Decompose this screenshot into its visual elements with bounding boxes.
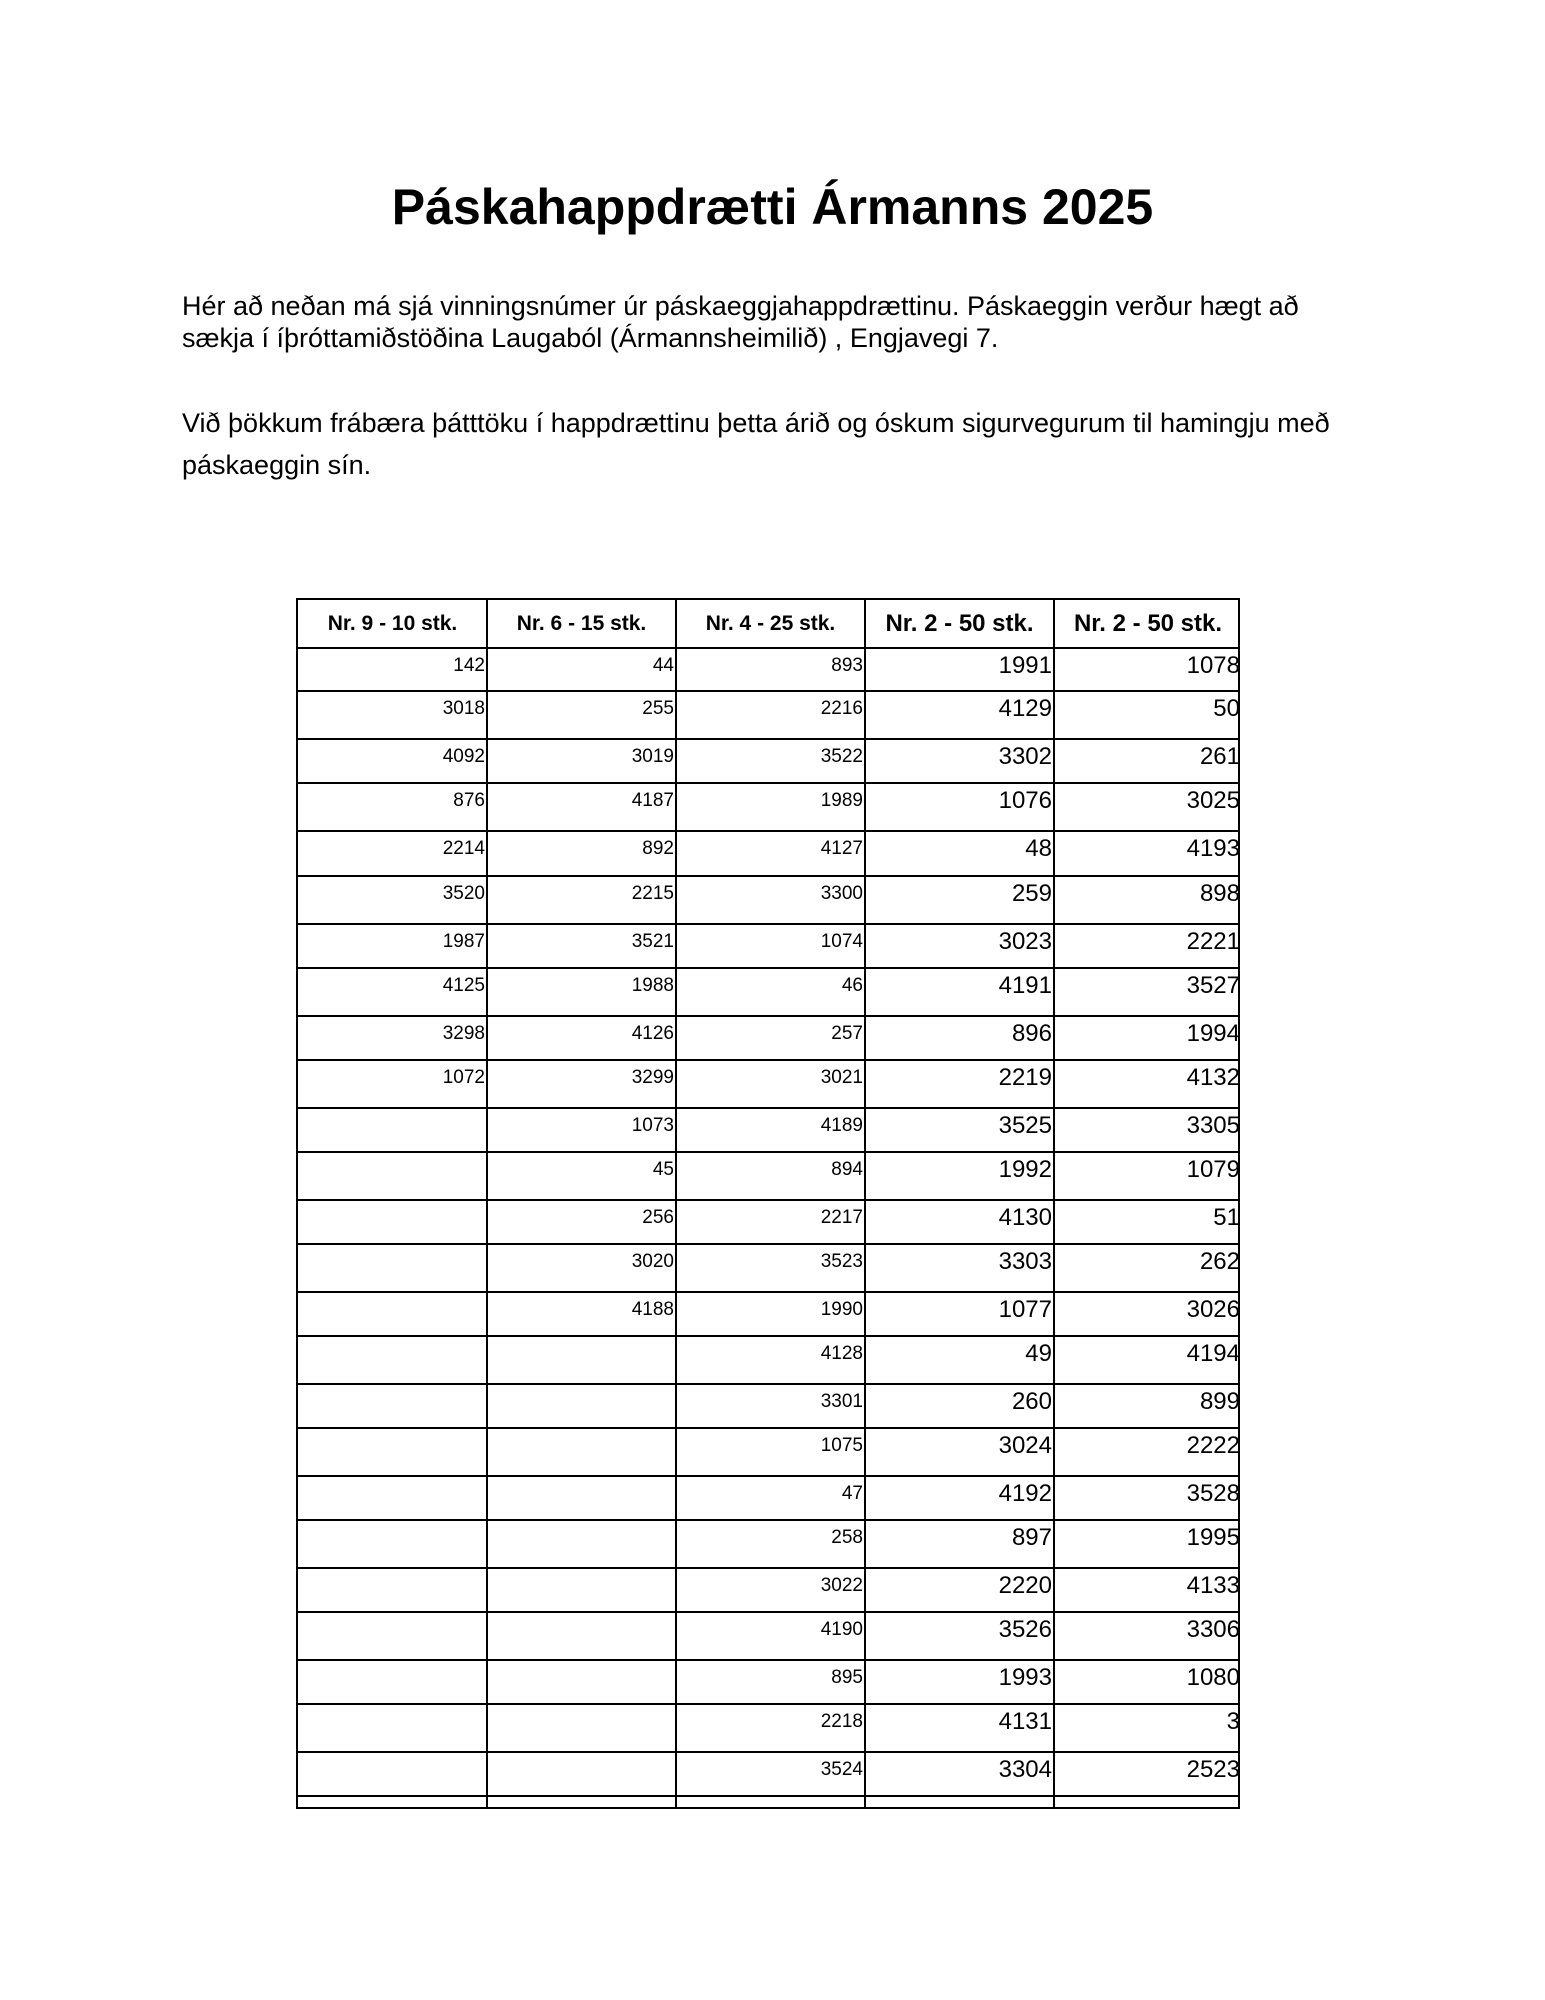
table-column-divider — [1053, 600, 1055, 1807]
winning-number: 896 — [1011, 1020, 1052, 1047]
column-header: Nr. 2 - 50 stk. — [1073, 610, 1223, 637]
winning-number: 2218 — [820, 1711, 863, 1732]
winning-number: 892 — [642, 838, 674, 859]
table-row-divider — [298, 1199, 1238, 1201]
winning-number: 1992 — [998, 1156, 1052, 1183]
winning-number: 3521 — [631, 931, 674, 952]
table-row-divider — [298, 1795, 1238, 1797]
table-row-divider — [298, 1383, 1238, 1385]
table-row-divider — [298, 923, 1238, 925]
intro-line: sækja í íþróttamiðstöðina Laugaból (Ármannsheimilið) , Engjavegi 7. — [182, 323, 999, 353]
winning-number: 2523 — [1186, 1756, 1240, 1783]
winning-number: 4125 — [442, 975, 485, 996]
winning-number: 4129 — [998, 695, 1052, 722]
winning-number: 4191 — [998, 972, 1052, 999]
winning-number: 4127 — [820, 838, 863, 859]
table-row-divider — [298, 1151, 1238, 1153]
winning-number: 1995 — [1186, 1524, 1240, 1551]
winning-number: 1078 — [1186, 652, 1240, 679]
winning-number: 2222 — [1186, 1432, 1240, 1459]
winning-number: 3019 — [631, 746, 674, 767]
winning-number: 4128 — [820, 1343, 863, 1364]
column-header: Nr. 9 - 10 stk. — [327, 612, 458, 635]
table-row-divider — [298, 1519, 1238, 1521]
table-row-divider — [298, 690, 1238, 692]
winning-number: 3528 — [1186, 1480, 1240, 1507]
table-column-divider — [864, 600, 866, 1807]
winning-number: 4131 — [998, 1708, 1052, 1735]
winning-number: 4193 — [1186, 835, 1240, 862]
table-row-divider — [298, 1107, 1238, 1109]
winning-number: 1072 — [442, 1067, 485, 1088]
winning-number: 898 — [1199, 880, 1240, 907]
winning-number: 1990 — [820, 1299, 863, 1320]
winning-number: 3018 — [442, 698, 485, 719]
winning-number: 3023 — [998, 928, 1052, 955]
winning-number: 260 — [1011, 1388, 1052, 1415]
winning-number: 4130 — [998, 1204, 1052, 1231]
table-row-divider — [298, 1335, 1238, 1337]
winning-number: 3526 — [998, 1616, 1052, 1643]
winning-number: 3299 — [631, 1067, 674, 1088]
winning-number: 3523 — [820, 1251, 863, 1272]
intro-paragraph — [182, 290, 1382, 354]
winning-number: 4187 — [631, 790, 674, 811]
winning-number: 3298 — [442, 1023, 485, 1044]
winning-number: 899 — [1199, 1388, 1240, 1415]
winning-number: 1991 — [998, 652, 1052, 679]
winning-number: 3527 — [1186, 972, 1240, 999]
winning-number: 262 — [1199, 1248, 1240, 1275]
winning-number: 3300 — [820, 883, 863, 904]
intro-line: Hér að neðan má sjá vinningsnúmer úr páskaeggjahappdrættinu. Páskaeggin verður hægt að — [182, 291, 1299, 321]
winning-number: 2221 — [1186, 928, 1240, 955]
winning-number: 2214 — [442, 838, 485, 859]
winning-number: 3525 — [998, 1112, 1052, 1139]
winning-number: 4126 — [631, 1023, 674, 1044]
winning-number: 1073 — [631, 1115, 674, 1136]
table-row-divider — [298, 1567, 1238, 1569]
page-title: Páskahappdrætti Ármanns 2025 — [391, 179, 1154, 235]
table-row-divider — [298, 967, 1238, 969]
winning-number: 261 — [1199, 743, 1240, 770]
table-row-divider — [298, 1291, 1238, 1293]
winning-number: 44 — [652, 655, 674, 676]
winning-number: 47 — [841, 1483, 863, 1504]
winning-numbers-table — [296, 598, 1240, 1809]
winning-number: 3304 — [998, 1756, 1052, 1783]
winning-number: 1076 — [998, 787, 1052, 814]
winning-number: 1989 — [820, 790, 863, 811]
table-row-divider — [298, 1703, 1238, 1705]
winning-number: 48 — [1025, 835, 1052, 862]
table-row-divider — [298, 1475, 1238, 1477]
thanks-paragraph — [182, 402, 1382, 486]
winning-number: 3522 — [820, 746, 863, 767]
winning-number: 1987 — [442, 931, 485, 952]
winning-number: 3520 — [442, 883, 485, 904]
winning-number: 3306 — [1186, 1616, 1240, 1643]
table-row-divider — [298, 830, 1238, 832]
winning-number: 1074 — [820, 931, 863, 952]
winning-number: 4133 — [1186, 1572, 1240, 1599]
winning-number: 2220 — [998, 1572, 1052, 1599]
winning-number: 3026 — [1186, 1296, 1240, 1323]
table-row-divider — [298, 1611, 1238, 1613]
winning-number: 3301 — [820, 1391, 863, 1412]
winning-number: 1988 — [631, 975, 674, 996]
table-row-divider — [298, 875, 1238, 877]
winning-number: 2215 — [631, 883, 674, 904]
winning-number: 897 — [1011, 1524, 1052, 1551]
winning-number: 3024 — [998, 1432, 1052, 1459]
winning-number: 893 — [831, 655, 863, 676]
table-column-divider — [486, 600, 488, 1807]
winning-number: 3524 — [820, 1759, 863, 1780]
table-row-divider — [298, 1059, 1238, 1061]
table-row-divider — [298, 782, 1238, 784]
winning-number: 259 — [1011, 880, 1052, 907]
winning-number: 257 — [831, 1023, 863, 1044]
table-row-divider — [298, 738, 1238, 740]
winning-number: 1075 — [820, 1435, 863, 1456]
winning-number: 895 — [831, 1667, 863, 1688]
winning-number: 1994 — [1186, 1020, 1240, 1047]
winning-number: 4190 — [820, 1619, 863, 1640]
winning-number: 894 — [831, 1159, 863, 1180]
winning-number: 142 — [453, 655, 485, 676]
winning-number: 3305 — [1186, 1112, 1240, 1139]
winning-number: 2216 — [820, 698, 863, 719]
winning-number: 3020 — [631, 1251, 674, 1272]
table-row-divider — [298, 1659, 1238, 1661]
winning-number: 4189 — [820, 1115, 863, 1136]
winning-number: 1993 — [998, 1664, 1052, 1691]
table-row-divider — [298, 1751, 1238, 1753]
table-row-divider — [298, 1243, 1238, 1245]
column-header: Nr. 6 - 15 stk. — [516, 612, 647, 635]
winning-number: 46 — [841, 975, 863, 996]
winning-number: 255 — [642, 698, 674, 719]
column-header: Nr. 2 - 50 stk. — [885, 610, 1034, 637]
winning-number: 876 — [453, 790, 485, 811]
winning-number: 4194 — [1186, 1340, 1240, 1367]
thanks-line: páskaeggin sín. — [182, 450, 372, 480]
winning-number: 4092 — [442, 746, 485, 767]
winning-number: 3025 — [1186, 787, 1240, 814]
table-column-divider — [675, 600, 677, 1807]
winning-number: 4188 — [631, 1299, 674, 1320]
winning-number: 51 — [1213, 1204, 1240, 1231]
winning-number: 49 — [1025, 1340, 1052, 1367]
winning-number: 3302 — [998, 743, 1052, 770]
table-row-divider — [298, 1015, 1238, 1017]
winning-number: 45 — [652, 1159, 674, 1180]
winning-number: 3303 — [998, 1248, 1052, 1275]
winning-number: 1079 — [1186, 1156, 1240, 1183]
thanks-line: Við þökkum frábæra þátttöku í happdrættinu þetta árið og óskum sigurvegurum til hamingju með — [182, 408, 1330, 438]
winning-number: 50 — [1213, 695, 1240, 722]
winning-number: 4132 — [1186, 1064, 1240, 1091]
winning-number: 1077 — [998, 1296, 1052, 1323]
winning-number: 256 — [642, 1207, 674, 1228]
table-row-divider — [298, 1427, 1238, 1429]
winning-number: 1080 — [1186, 1664, 1240, 1691]
winning-number: 2217 — [820, 1207, 863, 1228]
winning-number: 4192 — [998, 1480, 1052, 1507]
winning-number: 3 — [1226, 1708, 1240, 1735]
winning-number: 2219 — [998, 1064, 1052, 1091]
winning-number: 3021 — [820, 1067, 863, 1088]
winning-number: 258 — [831, 1527, 863, 1548]
winning-number: 3022 — [820, 1575, 863, 1596]
column-header: Nr. 4 - 25 stk. — [705, 612, 836, 635]
